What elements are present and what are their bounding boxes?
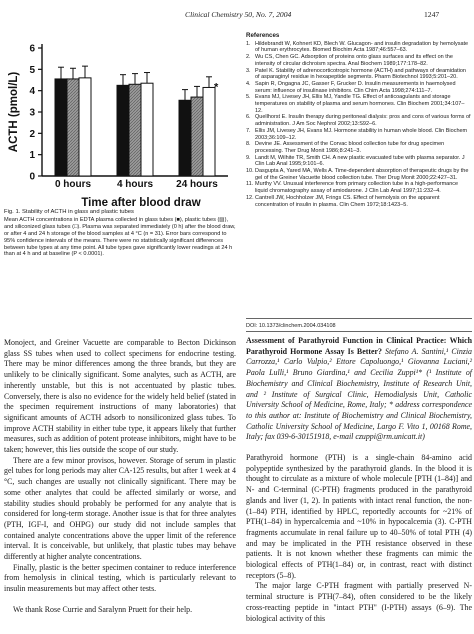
bar bbox=[179, 100, 191, 176]
reference-item bbox=[246, 81, 472, 94]
x-tick-label: 24 hours bbox=[176, 179, 218, 190]
y-axis-label: ACTH (pmol/L) bbox=[8, 71, 20, 153]
reference-item bbox=[246, 54, 472, 67]
right-column-article bbox=[246, 336, 472, 624]
reference-number: 1. bbox=[246, 40, 251, 47]
x-tick-label: 4 hours bbox=[116, 179, 154, 190]
reference-number: 8. bbox=[246, 141, 251, 148]
reference-text: Ellis JM, Livesey JH, Evans MJ. Hormone stability in human whole blood. Clin Biochem 2003;36:109–12. bbox=[255, 127, 468, 141]
reference-number: 10. bbox=[246, 168, 254, 175]
bar bbox=[141, 83, 153, 176]
article-title: Assessment of Parathyroid Function in Clinical Practice: Which Parathyroid Hormone Assay Is Better? bbox=[246, 336, 472, 356]
bar bbox=[203, 87, 215, 176]
reference-number: 6. bbox=[246, 114, 251, 121]
reference-text: Cantrell JW, Hochholzer JM, Frings CS. Effect of hemolysis on the apparent concentration of insulin in plasma. Clin Chem 1972;18:1423–5. bbox=[255, 194, 440, 208]
y-tick-label: 5 bbox=[29, 64, 35, 76]
reference-number: 7. bbox=[246, 127, 251, 134]
left-column-text bbox=[4, 338, 236, 616]
paragraph: Monoject, and Greiner Vacuette are comparable to Becton Dickinson glass SS tubes when used to collect specimens for endocrine testing. There may be minor differences among the three brands, but they are unlikely to be clinically significant. Some analytes, such as ACTH, are inherently unstable, but this is not accentuated by plastic tubes. Conversely, there is also no evidence for the widely held belief (stated in the specimen requirement instructions of many laboratories) that significant amounts of ACTH adsorb to nonsiliconized glass tubes. To improve ACTH stability in either tube type, it appears likely that further measures, such as addition of potent protease inhibitors, might have to be taken; however, this lies outside the scope of our study. bbox=[4, 338, 236, 455]
divider bbox=[246, 331, 472, 332]
article-authors: Stefano A. Santini,¹ Cinzia Carrozza,¹ Carlo Vulpio,² Ettore Capoluongo,¹ Giovanna Luciani,² Paola Lulli,¹ Bruno Giardina,¹ and Cecilia Zuppi¹* (¹ Institute of Biochemistry and Clinical Biochemistry, Institute of Research Unit, and ² Institute of Surgical Clinic, Hemodialysis Unit, Catholic University School of Medicine, Rome, Italy; * address correspondence to this author at: Institute of Biochemistry and Clinical Biochemistry, Catholic University School of Medicine, Largo F. Vito 1, 00168 Rome, Italy; fax 039-6-30151918, e-mail czuppi@rm.unicatt.it) bbox=[246, 346, 472, 442]
reference-number: 4. bbox=[246, 80, 251, 87]
bar bbox=[129, 84, 141, 176]
paragraph: Finally, plastic is the better specimen container to reduce interference from hemolysis in clinical testing, which is particularly relevant to insulin measurements but may affect other tests. bbox=[4, 562, 236, 594]
reference-text: Devine JE. Assessment of the Corvac blood collection tube for drug specimen processing. Ther Drug Monit 1986;8:241–3. bbox=[255, 141, 445, 154]
bar bbox=[79, 78, 91, 176]
reference-item bbox=[246, 41, 472, 54]
reference-item bbox=[246, 141, 472, 154]
bar bbox=[55, 79, 67, 176]
acth-stability-chart bbox=[4, 34, 236, 210]
page-number: 1247 bbox=[424, 10, 440, 19]
reference-number: 2. bbox=[246, 54, 251, 61]
reference-item bbox=[246, 195, 472, 208]
reference-item bbox=[246, 68, 472, 81]
reference-item bbox=[246, 168, 472, 181]
reference-number: 5. bbox=[246, 94, 251, 101]
journal-name: Clinical Chemistry 50, No. 7, 2004 bbox=[185, 10, 292, 19]
bar bbox=[191, 97, 203, 176]
article-heading bbox=[246, 336, 472, 443]
reference-text: Wu CS, Chen GC. Adsorption of proteins onto glass surfaces and its effect on the intensity of circular dichroism spectra. Anal Biochem 1989;177:178–82. bbox=[255, 54, 453, 67]
y-tick-label: 4 bbox=[29, 86, 35, 98]
reference-text: Dasgupta A, Yared MA, Wells A. Time-dependent absorption of therapeutic drugs by the gel of the Greiner Vacuette blood collection tube. Ther Drug Monit 2000;22:427–31. bbox=[255, 168, 469, 181]
paragraph: Parathyroid hormone (PTH) is a single-chain 84-amino acid polypeptide synthesized by the parathyroid glands. In the blood it is thought to circulate as a mixture of whole molecule [PTH (1–84)] and N- and C-terminal (C-PTH) fragments produced in the parathyroid glands and liver (1, 2). In patients with intact renal function, the non-(1–84) PTH, identified by HPLC, reportedly accounts for ~21% of PTH(1–84) in hypercalcemia and ~10% in hypocalcemia (3). C-PTH fragments accumulate in renal failure up to 40–50% of total PTH (4) and may be implicated in the PTH resistance observed in these patients. It is not known whether these fragments can mimic the biological effects of PTH(1–84) or, in contrast, react with distinct receptors (5–8). bbox=[246, 453, 472, 580]
x-axis-label: Time after blood draw bbox=[81, 197, 201, 209]
reference-text: Landt M, Wilhite TR, Smith CH. A new plastic evacuated tube with plasma separator. J Clin Lab Anal 1995;9:101–6. bbox=[255, 154, 465, 168]
reference-item bbox=[246, 155, 472, 168]
references-heading: References bbox=[246, 32, 280, 39]
caption-title: Fig. 1. Stability of ACTH in glass and plastic tubes bbox=[4, 209, 134, 215]
reference-text: Evans MJ, Livesey JH, Ellis MJ, Yandle TG. Effect of anticoagulants and storage temperatures on stability of plasma and serum hormones. Clin Biochem 2001;34:107–12. bbox=[255, 94, 465, 114]
reference-item bbox=[246, 94, 472, 114]
paragraph: There are a few minor provisos, however. Storage of serum in plastic gel tubes for long periods may alter CA-125 results, but after 1 week at 4 °C, such changes are usually not clinically significant. There may be some other analytes that could be affected similarly or worse, and stability studies should probably be performed for any analyte that is considered for long-term storage. Another issue is that for three analytes (PTH, IGF-I, and OHPG) our study did not include samples that contained analyte concentrations above the upper limit of the reference interval. It is conceivable, but unlikely, that plastic tubes may behave differently at higher analyte concentrations. bbox=[4, 455, 236, 562]
reference-item bbox=[246, 181, 472, 194]
reference-text: Murthy VV. Unusual interference from primary collection tube in a high-performance liquid chromatography assay of amiodarone. J Clin Lab Anal 1997;11:232–4. bbox=[255, 181, 459, 195]
references-list bbox=[246, 41, 472, 209]
running-header bbox=[0, 10, 474, 22]
reference-text: Quellhorst E. Insulin therapy during peritoneal dialysis: pros and cons of various forms of administration. J Am Soc Nephrol 2002;13:S92–6. bbox=[255, 114, 471, 128]
reference-number: 9. bbox=[246, 154, 251, 161]
reference-item bbox=[246, 128, 472, 141]
doi[interactable]: DOI: 10.1373/clinchem.2004.034108 bbox=[246, 323, 336, 329]
reference-number: 11. bbox=[246, 181, 254, 188]
reference-item bbox=[246, 114, 472, 127]
figure-caption bbox=[4, 209, 236, 258]
chart-svg bbox=[4, 34, 236, 210]
caption-text: Mean ACTH concentrations in EDTA plasma collected in glass tubes (■), plastic tubes (▨), and siliconized glass tubes (□). Plasma was separated immediately (0 h) after the blood draw, or after 4 and 24 h storage of the blood samples at 4 °C (n = 31). Error bars correspond to 95% confidence intervals of the means. There were no statistically significant differences between tube types at any time point. All tube types gave significantly lower readings at 24 h than at 4 h and at baseline (P < 0.0001). bbox=[4, 216, 236, 258]
x-tick-label: 0 hours bbox=[54, 179, 92, 190]
reference-number: 3. bbox=[246, 67, 251, 74]
reference-text: Hildebrandt W, Kohnert KD, Blech W. Glucagon- and insulin degradation by hemolysate of human erythrocytes. Biomed Biochim Acta 1987;46:557–63. bbox=[255, 40, 469, 54]
y-tick-label: 3 bbox=[29, 107, 35, 119]
y-tick-label: 1 bbox=[29, 150, 35, 162]
reference-text: Patel K. Stability of adrenocorticotropic hormone (ACTH) and pathways of deamidation of asparaginyl residue in hexapeptide segments. Pharm Biotechnol 1993;5:201–20. bbox=[255, 67, 466, 81]
y-tick-label: 6 bbox=[29, 43, 35, 55]
references-section bbox=[246, 33, 472, 208]
significance-marker: * bbox=[214, 81, 219, 94]
reference-text: Sapin R, Ongagna JC, Gasser F, Grucker D. Insulin measurements in haemolysed serum: influence of insulinase inhibitors. Clin Chim Acta 1998;274:111–7. bbox=[255, 80, 456, 94]
divider bbox=[246, 318, 472, 319]
y-tick-label: 2 bbox=[29, 128, 35, 140]
acknowledgment: We thank Rose Currie and Saralynn Pruett for their help. bbox=[13, 604, 193, 614]
reference-number: 12. bbox=[246, 194, 254, 201]
bar bbox=[117, 85, 129, 176]
paragraph: The major large C-PTH fragment with partially preserved N-terminal structure is PTH(7–84), often considered to be the likely cross-reacting peptide in "intact PTH" (I-PTH) assays (6–9). The biological activity of this bbox=[246, 581, 472, 623]
y-tick-label: 0 bbox=[29, 171, 35, 183]
bar bbox=[67, 79, 79, 176]
